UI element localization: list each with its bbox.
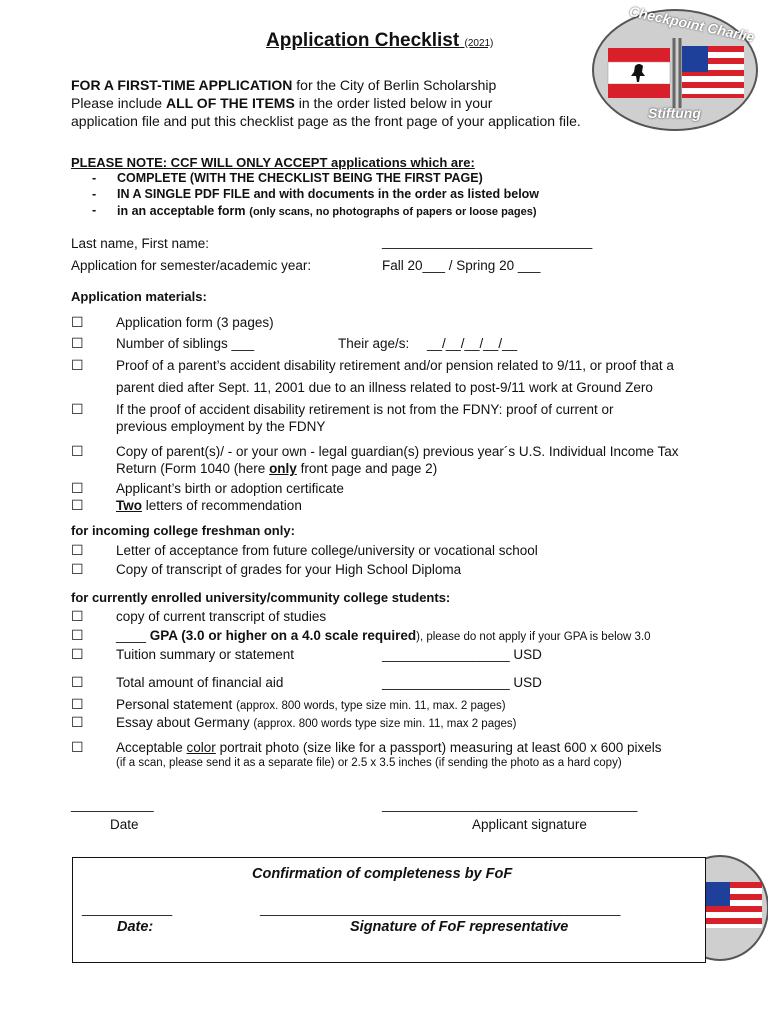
checkbox-transcript[interactable]: ☐ — [71, 608, 84, 624]
fof-date-label: Date: — [117, 919, 154, 935]
item-gpa — [116, 628, 651, 643]
gpa-bold: GPA (3.0 or higher on a 4.0 scale required — [146, 628, 417, 643]
item-photo-note: (if a scan, please send it as a separate file) or 2.5 x 3.5 inches (if sending the photo as a hard copy) — [116, 757, 622, 769]
photo-b: portrait photo (size like for a passport) measuring at least 600 x 600 pixels — [215, 740, 662, 755]
item-tax-line-1: Copy of parent(s)/ - or your own - legal guardian(s) previous year´s U.S. Individual Income Tax — [116, 444, 679, 459]
title-text: Application Checklist — [266, 30, 460, 51]
checkbox-hs-transcript[interactable]: ☐ — [71, 561, 84, 577]
intro-line-2 — [71, 95, 492, 111]
materials-heading: Application materials: — [71, 289, 207, 304]
note-heading: PLEASE NOTE: CCF WILL ONLY ACCEPT applications which are: — [71, 155, 475, 170]
note-dash-3: - — [92, 203, 97, 217]
item-essay — [116, 715, 516, 730]
date-line[interactable]: ___________ — [71, 797, 154, 812]
checkbox-gpa[interactable]: ☐ — [71, 627, 84, 643]
checkbox-photo[interactable]: ☐ — [71, 739, 84, 755]
intro-bold-1: FOR A FIRST-TIME APPLICATION — [71, 77, 293, 93]
note-bullet-3-main: in an acceptable form — [117, 204, 246, 218]
item-birth-certificate: Applicant’s birth or adoption certificate — [116, 481, 344, 496]
fof-signature-line[interactable]: ________________________________________________ — [260, 901, 621, 916]
tuition-usd-field[interactable]: _________________ USD — [382, 647, 542, 662]
item-fdny-line-1: If the proof of accident disability retirement is not from the FDNY: proof of current or — [116, 402, 614, 417]
letters-rest: letters of recommendation — [142, 498, 302, 513]
essay-main: Essay about Germany — [116, 715, 254, 730]
semester-label: Application for semester/academic year: — [71, 258, 312, 273]
item-acceptance: Letter of acceptance from future college/university or vocational school — [116, 543, 538, 558]
note-dash-2: - — [92, 187, 97, 201]
freshman-heading: for incoming college freshman only: — [71, 523, 295, 538]
ages-label: Their age/s: — [338, 336, 410, 351]
note-bullet-3-small: (only scans, no photographs of papers or loose pages) — [249, 206, 537, 218]
semester-field[interactable]: Fall 20___ / Spring 20 ___ — [382, 258, 541, 273]
item-financial-aid: Total amount of financial aid — [116, 675, 284, 690]
confirmation-heading: Confirmation of completeness by FoF — [252, 866, 513, 882]
signature-label: Applicant signature — [472, 817, 587, 832]
item-siblings: Number of siblings ___ — [116, 336, 255, 351]
fof-signature-label: Signature of FoF representative — [350, 919, 569, 935]
checkbox-birth[interactable]: ☐ — [71, 480, 84, 496]
item-proof-line-1: Proof of a parent’s accident disability retirement and/or pension related to 9/11, or proof that a — [116, 358, 674, 373]
item-fdny-line-2: previous employment by the FDNY — [116, 419, 326, 434]
intro-text-1: for the City of Berlin Scholarship — [292, 77, 497, 93]
item-hs-transcript: Copy of transcript of grades for your High School Diploma — [116, 562, 462, 577]
title-year: (2021) — [464, 38, 494, 49]
tax-only: only — [269, 461, 297, 476]
note-dash-1: - — [92, 171, 97, 185]
checkbox-acceptance[interactable]: ☐ — [71, 542, 84, 558]
checkbox-letters[interactable]: ☐ — [71, 497, 84, 513]
checkbox-siblings[interactable]: ☐ — [71, 335, 84, 351]
checkbox-form[interactable]: ☐ — [71, 314, 84, 330]
personal-small: (approx. 800 words, type size min. 11, max. 2 pages) — [236, 700, 506, 712]
photo-a: Acceptable — [116, 740, 187, 755]
checkbox-personal[interactable]: ☐ — [71, 696, 84, 712]
name-label: Last name, First name: — [71, 236, 210, 251]
item-photo — [116, 740, 662, 755]
page-title — [266, 30, 493, 52]
checkbox-tuition[interactable]: ☐ — [71, 646, 84, 662]
item-tuition: Tuition summary or statement — [116, 647, 295, 662]
intro-line-3: application file and put this checklist page as the front page of your application file. — [71, 113, 581, 129]
intro-text-2b: in the order listed below in your — [294, 95, 493, 111]
item-letters — [116, 498, 302, 513]
signature-line[interactable]: __________________________________ — [382, 797, 638, 812]
checkbox-aid[interactable]: ☐ — [71, 674, 84, 690]
item-application-form: Application form (3 pages) — [116, 315, 274, 330]
personal-main: Personal statement — [116, 697, 237, 712]
gpa-blank[interactable]: ____ — [116, 628, 147, 643]
tax-text-a: Return (Form 1040 (here — [116, 461, 270, 476]
tax-text-b: front page and page 2) — [296, 461, 438, 476]
enrolled-heading: for currently enrolled university/community college students: — [71, 590, 451, 605]
checkbox-essay[interactable]: ☐ — [71, 714, 84, 730]
note-bullet-2: IN A SINGLE PDF FILE and with documents in the order as listed below — [117, 187, 540, 201]
checkbox-proof[interactable]: ☐ — [71, 357, 84, 373]
item-current-transcript: copy of current transcript of studies — [116, 609, 327, 624]
item-proof-line-2: parent died after Sept. 11, 2001 due to an illness related to post-9/11 work at Ground Zero — [116, 380, 653, 395]
logo-text-top: Checkpoint Charlie — [627, 2, 756, 46]
intro-line-1 — [71, 77, 496, 93]
letters-two: Two — [116, 498, 142, 513]
item-tax-line-2 — [116, 461, 437, 476]
checkbox-tax[interactable]: ☐ — [71, 443, 84, 459]
checkbox-fdny[interactable]: ☐ — [71, 401, 84, 417]
aid-usd-field[interactable]: _________________ USD — [382, 675, 542, 690]
gpa-rest: ), please do not apply if your GPA is below 3.0 — [416, 631, 651, 643]
essay-small: (approx. 800 words type size min. 11, max 2 pages) — [253, 718, 517, 730]
intro-bold-2: ALL OF THE ITEMS — [165, 95, 295, 111]
date-label: Date — [110, 817, 139, 832]
item-personal-statement — [116, 697, 506, 712]
name-field[interactable]: ____________________________ — [382, 234, 593, 249]
intro-text-2a: Please include — [71, 95, 166, 111]
photo-color: color — [186, 740, 216, 755]
ages-field[interactable]: __/__/__/__/__ — [427, 336, 518, 351]
note-bullet-3 — [117, 203, 537, 218]
logo-text-bottom: Stiftung — [648, 105, 701, 121]
note-bullet-1: COMPLETE (WITH THE CHECKLIST BEING THE FIRST PAGE) — [117, 171, 483, 185]
fof-date-line[interactable]: ____________ — [82, 901, 173, 916]
